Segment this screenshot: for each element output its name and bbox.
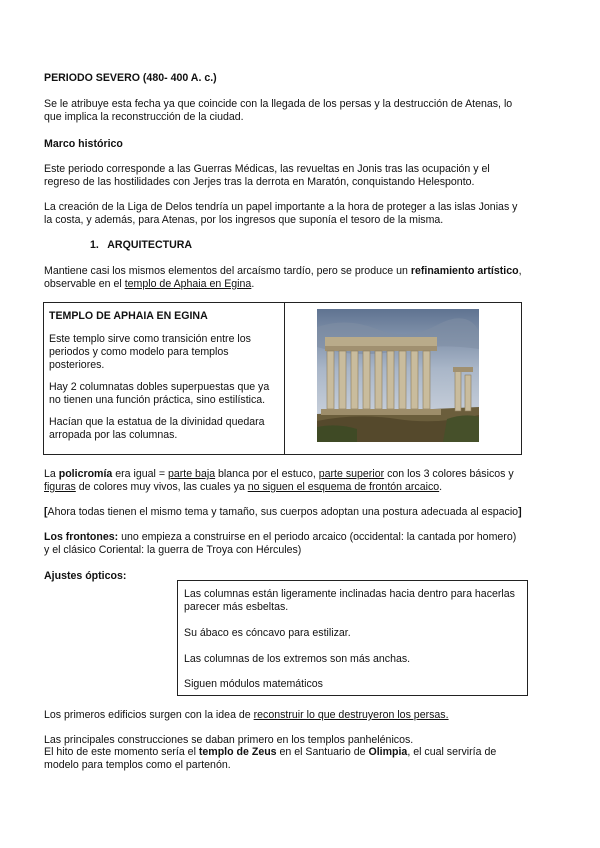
intro-paragraph: Se le atribuye esta fecha ya que coincide con la llegada de los persas y la destrucción de Atenas, lo que implica la reconstrucción de la ciudad.	[44, 98, 513, 123]
arquitectura-paragraph	[44, 265, 522, 291]
bold-term: templo de Zeus	[198, 746, 277, 758]
final-paragraph	[44, 746, 522, 772]
text-run: .	[251, 278, 255, 290]
policromia-paragraph	[44, 468, 522, 494]
text-run: , el cual serviría de modelo para templos como el partenón.	[44, 746, 497, 771]
temple-text-cell	[49, 310, 279, 451]
text-run: El hito de este momento sería el	[44, 746, 199, 758]
bold-term: policromía	[58, 468, 113, 480]
marco-paragraph-1: Este periodo corresponde a las Guerras Médicas, las revueltas en Jonis tras las ocupación y el regreso de las hostilidades con Jerjes tras la derrota en Maratón, conquistando Helesponto.	[44, 163, 490, 188]
text-run: en el Santuario de	[276, 746, 369, 758]
underlined-term: parte baja	[167, 468, 216, 480]
section-heading-arquitectura	[90, 239, 192, 252]
text-run: Mantiene casi los mismos elementos del arcaísmo tardío, pero se produce un	[44, 265, 411, 277]
ajuste-item: Su ábaco es cóncavo para estilizar.	[184, 627, 351, 639]
temple-photo	[317, 309, 479, 442]
temple-title: TEMPLO DE APHAIA EN EGINA	[49, 310, 208, 322]
section-title: ARQUITECTURA	[107, 239, 193, 251]
ajuste-item: Las columnas de los extremos son más anchas.	[184, 653, 411, 665]
bracket-close: ]	[518, 506, 522, 518]
text-run: con los 3 colores básicos y	[384, 468, 514, 480]
underlined-term: no siguen el esquema de frontón arcaico	[247, 481, 440, 493]
text-run: de colores muy vivos, las cuales ya	[75, 481, 248, 493]
frontones-paragraph	[44, 531, 522, 557]
text-run: .	[439, 481, 443, 493]
text-run: Ahora todas tienen el mismo tema y tamaño, sus cuerpos adoptan una postura adecuada al espacio	[47, 506, 519, 518]
ajuste-item: Siguen módulos matemáticos	[184, 678, 323, 690]
temple-paragraph-3: Hacían que la estatua de la divinidad quedara arropada por las columnas.	[49, 416, 265, 441]
final-line-1: Las principales construcciones se daban primero en los templos panhelénicos.	[44, 734, 414, 746]
temple-table	[43, 302, 522, 455]
underlined-term: figuras	[44, 481, 76, 493]
bracket-open: [	[44, 506, 48, 518]
text-run: uno empieza a construirse en el periodo arcaico (occidental: la cantada por homero) y el clásico Coriental: la guerra de Troya con Hércules)	[44, 531, 517, 556]
marco-heading: Marco histórico	[44, 138, 123, 150]
text-run: , observable en el	[44, 265, 522, 290]
temple-paragraph-2: Hay 2 columnatas dobles superpuestas que ya no tienen una función práctica, sino estilística.	[49, 381, 270, 406]
underlined-term: parte superior	[318, 468, 385, 480]
ahora-paragraph	[44, 506, 522, 519]
table-divider	[284, 303, 285, 454]
text-run: Los primeros edificios surgen con la idea de	[44, 709, 254, 721]
page-title: PERIODO SEVERO (480- 400 A. c.)	[44, 72, 217, 84]
bold-term: refinamiento artístico	[410, 265, 519, 277]
ajustes-box	[177, 580, 528, 696]
underlined-term: templo de Aphaia en Egina	[124, 278, 252, 290]
primeros-paragraph	[44, 709, 522, 722]
text-run: blanca por el estuco,	[215, 468, 319, 480]
text-run: La	[44, 468, 59, 480]
marco-paragraph-2: La creación de la Liga de Delos tendría un papel importante a la hora de proteger a las islas Jonias y la costa, y además, para Atenas, por los ingresos que suponía el tesoro de la misma.	[44, 201, 518, 226]
bold-term: Los frontones:	[44, 531, 119, 543]
ajuste-item: Las columnas están ligeramente inclinadas hacia dentro para hacerlas parecer más esbeltas.	[184, 588, 515, 613]
text-run: era igual =	[112, 468, 168, 480]
bold-term: Olimpia	[368, 746, 408, 758]
temple-paragraph-1: Este templo sirve como transición entre los periodos y como modelo para templos posteriores.	[49, 333, 251, 371]
ajustes-heading: Ajustes ópticos:	[44, 570, 127, 582]
section-number: 1.	[90, 239, 99, 251]
underlined-term: reconstruir lo que destruyeron los persas.	[253, 709, 449, 721]
